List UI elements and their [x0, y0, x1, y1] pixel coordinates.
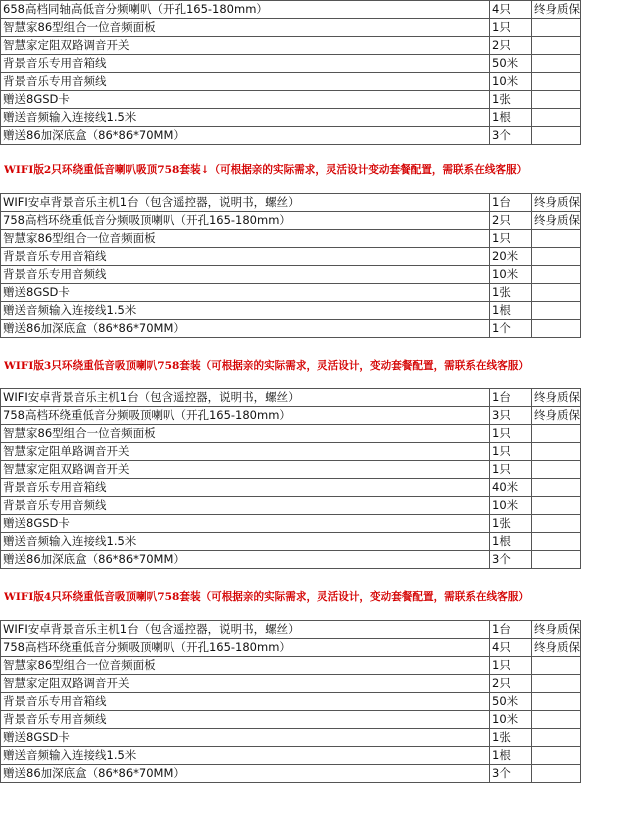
quantity-cell: 50米	[490, 693, 532, 711]
warranty-cell	[532, 266, 581, 284]
section-heading-2: WIFI版2只环绕重低音喇叭吸顶758套装↓（可根据亲的实际需求，灵活设计变动套餐配置，需联系在线客服）	[4, 164, 528, 176]
warranty-cell	[532, 747, 581, 765]
quantity-cell: 1台	[490, 621, 532, 639]
quantity-cell: 2只	[490, 37, 532, 55]
quantity-cell: 4只	[490, 1, 532, 19]
quantity-cell: 2只	[490, 212, 532, 230]
warranty-cell	[532, 729, 581, 747]
warranty-cell	[532, 693, 581, 711]
item-cell: 758高档环绕重低音分频吸顶喇叭（开孔165-180mm）	[1, 407, 490, 425]
warranty-cell	[532, 711, 581, 729]
quantity-cell: 1只	[490, 657, 532, 675]
item-cell: 背景音乐专用音箱线	[1, 693, 490, 711]
warranty-cell	[532, 91, 581, 109]
item-cell: WIFI安卓背景音乐主机1台（包含遥控器，说明书，螺丝）	[1, 194, 490, 212]
quantity-cell: 20米	[490, 248, 532, 266]
warranty-cell: 终身质保	[532, 212, 581, 230]
warranty-cell	[532, 302, 581, 320]
item-cell: 背景音乐专用音箱线	[1, 248, 490, 266]
quantity-cell: 1只	[490, 425, 532, 443]
table-row	[1, 212, 581, 230]
table-row	[1, 693, 581, 711]
table-row	[1, 443, 581, 461]
package-section-3	[0, 388, 581, 569]
quantity-cell: 1台	[490, 389, 532, 407]
item-cell: 背景音乐专用音频线	[1, 266, 490, 284]
warranty-cell	[532, 461, 581, 479]
table-row	[1, 461, 581, 479]
quantity-cell: 50米	[490, 55, 532, 73]
quantity-cell: 1只	[490, 230, 532, 248]
quantity-cell: 3个	[490, 127, 532, 145]
table-row	[1, 533, 581, 551]
quantity-cell: 1根	[490, 747, 532, 765]
quantity-cell: 1张	[490, 729, 532, 747]
table-row	[1, 657, 581, 675]
quantity-cell: 3只	[490, 407, 532, 425]
warranty-cell	[532, 248, 581, 266]
warranty-cell	[532, 425, 581, 443]
quantity-cell: 1只	[490, 443, 532, 461]
table-row	[1, 284, 581, 302]
warranty-cell	[532, 284, 581, 302]
warranty-cell	[532, 320, 581, 338]
warranty-cell	[532, 19, 581, 37]
table-row	[1, 497, 581, 515]
warranty-cell	[532, 497, 581, 515]
item-cell: 赠送8GSD卡	[1, 284, 490, 302]
warranty-cell	[532, 230, 581, 248]
quantity-cell: 3个	[490, 765, 532, 783]
quantity-cell: 1张	[490, 91, 532, 109]
table-row	[1, 302, 581, 320]
item-cell: 背景音乐专用音箱线	[1, 55, 490, 73]
warranty-cell: 终身质保	[532, 621, 581, 639]
table-row	[1, 127, 581, 145]
item-cell: 赠送音频输入连接线1.5米	[1, 533, 490, 551]
quantity-cell: 2只	[490, 675, 532, 693]
table-row	[1, 230, 581, 248]
table-row	[1, 55, 581, 73]
warranty-cell	[532, 551, 581, 569]
package-section-2	[0, 193, 581, 338]
item-cell: 背景音乐专用音频线	[1, 711, 490, 729]
table-row	[1, 407, 581, 425]
warranty-cell: 终身质保	[532, 639, 581, 657]
item-cell: 赠送8GSD卡	[1, 729, 490, 747]
warranty-cell	[532, 73, 581, 91]
quantity-cell: 1根	[490, 302, 532, 320]
warranty-cell: 终身质保	[532, 194, 581, 212]
quantity-cell: 1根	[490, 109, 532, 127]
quantity-cell: 1个	[490, 320, 532, 338]
table-row	[1, 551, 581, 569]
table-row	[1, 765, 581, 783]
table-row	[1, 194, 581, 212]
item-cell: 赠送8GSD卡	[1, 515, 490, 533]
item-cell: 赠送音频输入连接线1.5米	[1, 747, 490, 765]
item-cell: 智慧家定阻单路调音开关	[1, 443, 490, 461]
warranty-cell	[532, 109, 581, 127]
table-row	[1, 639, 581, 657]
item-cell: 智慧家86型组合一位音频面板	[1, 230, 490, 248]
warranty-cell: 终身质保	[532, 407, 581, 425]
quantity-cell: 10米	[490, 73, 532, 91]
item-cell: 758高档环绕重低音分频吸顶喇叭（开孔165-180mm）	[1, 212, 490, 230]
item-cell: 赠送86加深底盒（86*86*70MM）	[1, 320, 490, 338]
item-cell: 智慧家定阻双路调音开关	[1, 675, 490, 693]
item-cell: 赠送8GSD卡	[1, 91, 490, 109]
warranty-cell	[532, 479, 581, 497]
table-row	[1, 675, 581, 693]
item-cell: 智慧家定阻双路调音开关	[1, 461, 490, 479]
table-row	[1, 91, 581, 109]
table-row	[1, 711, 581, 729]
item-cell: 赠送音频输入连接线1.5米	[1, 109, 490, 127]
item-cell: 背景音乐专用音频线	[1, 497, 490, 515]
item-cell: WIFI安卓背景音乐主机1台（包含遥控器，说明书，螺丝）	[1, 389, 490, 407]
quantity-cell: 3个	[490, 551, 532, 569]
quantity-cell: 1根	[490, 533, 532, 551]
table-row	[1, 73, 581, 91]
item-cell: 赠送音频输入连接线1.5米	[1, 302, 490, 320]
quantity-cell: 10米	[490, 497, 532, 515]
section-heading-3: WIFI版3只环绕重低音吸顶喇叭758套装（可根据亲的实际需求，灵活设计，变动套餐配置，需联系在线客服）	[4, 360, 529, 372]
table-row	[1, 389, 581, 407]
warranty-cell: 终身质保	[532, 389, 581, 407]
table-row	[1, 19, 581, 37]
package-table-1	[0, 0, 581, 145]
warranty-cell	[532, 675, 581, 693]
item-cell: 背景音乐专用音箱线	[1, 479, 490, 497]
table-row	[1, 425, 581, 443]
warranty-cell	[532, 37, 581, 55]
warranty-cell	[532, 55, 581, 73]
item-cell: 658高档同轴高低音分频喇叭（开孔165-180mm）	[1, 1, 490, 19]
item-cell: 背景音乐专用音频线	[1, 73, 490, 91]
package-table-2	[0, 193, 581, 338]
item-cell: 智慧家86型组合一位音频面板	[1, 657, 490, 675]
quantity-cell: 10米	[490, 711, 532, 729]
table-row	[1, 621, 581, 639]
package-section-1	[0, 0, 581, 145]
table-row	[1, 266, 581, 284]
warranty-cell	[532, 533, 581, 551]
item-cell: 赠送86加深底盒（86*86*70MM）	[1, 765, 490, 783]
warranty-cell	[532, 515, 581, 533]
section-heading-4: WIFI版4只环绕重低音吸顶喇叭758套装（可根据亲的实际需求，灵活设计，变动套餐配置，需联系在线客服）	[4, 591, 529, 603]
warranty-cell	[532, 657, 581, 675]
table-row	[1, 747, 581, 765]
table-row	[1, 729, 581, 747]
table-row	[1, 248, 581, 266]
table-row	[1, 1, 581, 19]
quantity-cell: 10米	[490, 266, 532, 284]
item-cell: 智慧家86型组合一位音频面板	[1, 19, 490, 37]
table-row	[1, 515, 581, 533]
quantity-cell: 1只	[490, 461, 532, 479]
warranty-cell	[532, 443, 581, 461]
table-row	[1, 320, 581, 338]
item-cell: 赠送86加深底盒（86*86*70MM）	[1, 127, 490, 145]
quantity-cell: 1张	[490, 515, 532, 533]
package-table-3	[0, 388, 581, 569]
package-table-4	[0, 620, 581, 783]
warranty-cell	[532, 127, 581, 145]
quantity-cell: 1台	[490, 194, 532, 212]
table-row	[1, 109, 581, 127]
table-row	[1, 479, 581, 497]
warranty-cell	[532, 765, 581, 783]
package-section-4	[0, 620, 581, 783]
item-cell: 758高档环绕重低音分频吸顶喇叭（开孔165-180mm）	[1, 639, 490, 657]
quantity-cell: 1只	[490, 19, 532, 37]
item-cell: 赠送86加深底盒（86*86*70MM）	[1, 551, 490, 569]
quantity-cell: 4只	[490, 639, 532, 657]
quantity-cell: 40米	[490, 479, 532, 497]
quantity-cell: 1张	[490, 284, 532, 302]
table-row	[1, 37, 581, 55]
item-cell: 智慧家定阻双路调音开关	[1, 37, 490, 55]
item-cell: WIFI安卓背景音乐主机1台（包含遥控器，说明书，螺丝）	[1, 621, 490, 639]
warranty-cell: 终身质保	[532, 1, 581, 19]
item-cell: 智慧家86型组合一位音频面板	[1, 425, 490, 443]
